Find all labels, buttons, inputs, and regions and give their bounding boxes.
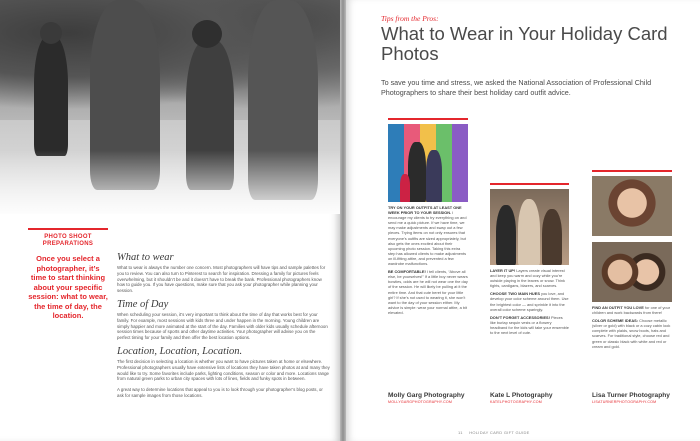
tip-column-1 (388, 118, 468, 405)
article-body (117, 252, 330, 404)
left-page (0, 0, 340, 441)
sidebar-title: PHOTO SHOOT PREPARATIONS (42, 234, 94, 247)
tip-paragraph: FIND AN OUTFIT YOU LOVE for one of your children and work backwards from there! (592, 305, 671, 316)
section-heading: Time of Day (117, 298, 169, 310)
child-figure (34, 36, 68, 156)
sidebar-rule (28, 228, 108, 230)
page-title: What to Wear in Your Holiday Card Photos (381, 23, 668, 64)
tip-paragraph: LAYER IT UP! Layers create visual interest and keep you warm and cozy while you’re outside playing in the leaves or snow. Think tights, cardigans, blazers, and scarves. (490, 268, 565, 289)
tip-paragraph: BE COMFORTABLE! I tell clients, “Above all else, be yourselves!” If a little boy never wears bowties, odds are he will not wear one the day of the session. He will likely be pulling at it the entire time. And that cute beret for your little girl? If she’s not used to wearing it, she won’t want to the day of your session either. My advice is simple: wear your normal attire, a bit elevated. (388, 269, 468, 315)
photographer-name: Molly Garg Photography (388, 392, 465, 399)
tip-paragraph: COLOR SCHEME IDEAS: Choose metallic (silver or gold) with black or a cozy cabin look complete with plaids, snow boots, hats and scarves. For traditional style, choose red and green or classic black with white and red or cream and gold. (592, 318, 671, 349)
family-photo (0, 0, 340, 214)
sidebar-text: Once you select a photographer, it’s time to start thinking about your specific session: what to wear, the time of day, the location. (28, 254, 108, 320)
tip-column-3 (592, 170, 672, 405)
tip-paragraph: DON’T FORGET ACCESSORIES! Pieces like burlap sequin vests or a flowery headband for the kids will take your ensemble to the next level of cute. (490, 314, 569, 336)
photographer-url[interactable]: MOLLYGARGPHOTOGRAPHY.COM (388, 400, 453, 405)
page-footer (458, 430, 530, 435)
section-body: What to wear is always the number one concern. Most photographers will have tips and sample palettes for you to review. You can also turn to Pinterest to search for inspiration. Dressing a family for pictures feels overwhelming, but it shouldn’t be and it doesn’t have to break the bank. Professional photographers know how to guide you. If you have questions, make sure that you ask your photographer while planning your session. (117, 265, 326, 294)
tip-paragraph: TRY ON YOUR OUTFITS AT LEAST ONE WEEK PRIOR TO YOUR SESSION. I encourage my clients to try everything on and send me a quick picture. If we have time, we may make adjustments and swap out a few pieces. Trying items on not only ensures that everyone’s outfits are sized appropriately, but also gets the ones excited about their upcoming photo session. Taking this extra step has allowed clients to make adjustments on ill-fitting attire, and prevented a few wardrobe malfunctions. (388, 205, 467, 267)
section-body: A great way to determine locations that appeal to you is to look through your photographer’s blog posts, or ask for sample images from those locations. (117, 387, 323, 398)
page-number: 11 (458, 430, 463, 435)
column-photo (388, 124, 468, 202)
photographer-url[interactable]: LISATURNERPHOTOGRAPHY.COM (592, 400, 657, 405)
kicker: Tips from the Pros: (381, 14, 439, 23)
footer-label: HOLIDAY CARD GIFT GUIDE (469, 430, 530, 435)
section-heading: Location, Location, Location. (117, 345, 243, 357)
photographer-url[interactable]: KATELPHOTOGRAPHY.COM (490, 400, 542, 405)
photographer-name: Lisa Turner Photography (592, 392, 670, 399)
photographer-name: Kate L Photography (490, 392, 553, 399)
sidebar-callout (28, 228, 108, 321)
tip-paragraph: CHOOSE TWO MAIN HUES you love, and develop your color scheme around them. Use the brightest color — and sprinkle it into the overall color scheme sparingly. (490, 291, 569, 312)
column-photo (490, 189, 569, 265)
section-body: When scheduling your session, it’s very important to think about the time of day that works best for your family. For example, most sessions with kids three and under happen in the morning. Young children are simply happier and more animated at the start of the day. Families with older kids usually schedule afternoon session times because of sports and other daytime activities. Your photographer will advise you on the perfect timing for your family and then offer the best location options. (117, 311, 328, 341)
column-photo (592, 176, 672, 236)
right-page (346, 0, 700, 441)
tip-column-2 (490, 183, 569, 405)
column-photo-2 (592, 242, 672, 302)
intro-text: To save you time and stress, we asked the National Association of Professional Child Photographers to share their best holiday card outfit advice. (381, 78, 652, 97)
section-body: The first decision in selecting a location is whether you want to have pictures taken at home or elsewhere. Professional photographers usually have extensive lists of locations they have taken photos at and many they would like to try. Some favorites include parks, lighting conditions, season or color and more. Locations range from natural green parks to urban city spaces with lots of lines, fields and funky spots in between. (117, 358, 330, 382)
section-heading: What to wear (117, 252, 174, 263)
